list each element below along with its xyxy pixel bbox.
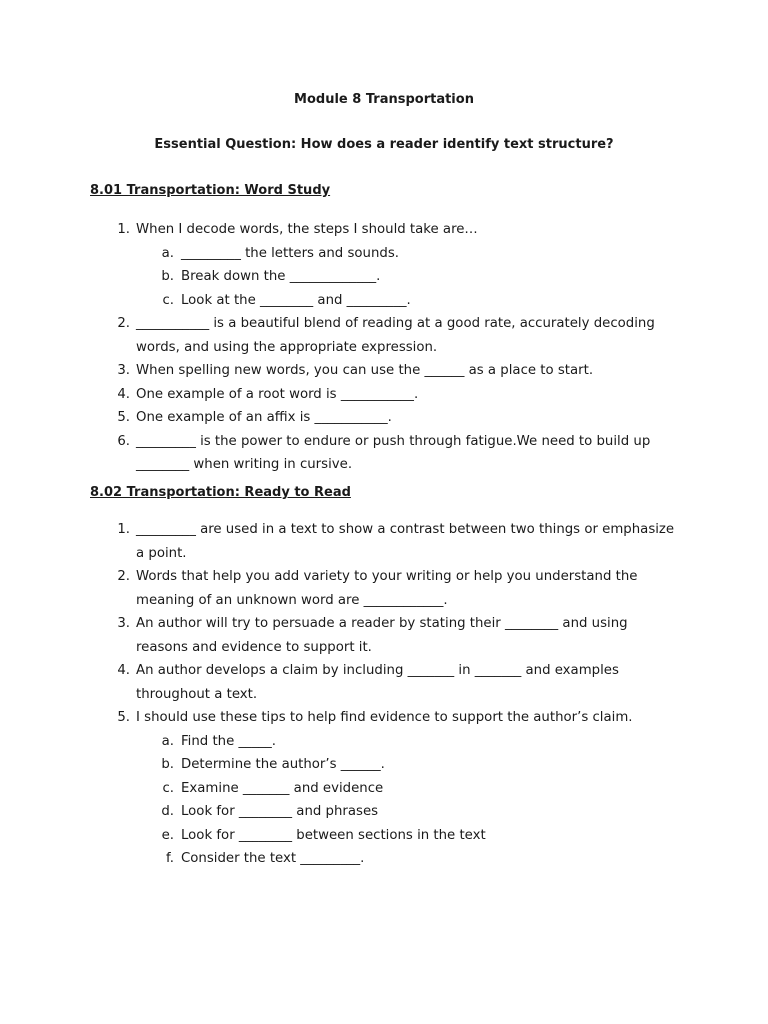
item-text: I should use these tips to help find evidence to support the author’s claim. <box>136 710 633 725</box>
item-number: 5. <box>117 710 130 725</box>
sub-item-letter: b. <box>161 757 174 772</box>
sub-item <box>0 824 768 848</box>
list-item <box>0 359 768 383</box>
sub-item-letter: f. <box>166 851 174 866</box>
list-item <box>0 612 768 659</box>
sub-item <box>0 777 768 801</box>
item-number: 2. <box>117 569 130 584</box>
item-number: 3. <box>117 363 130 378</box>
sub-item-letter: d. <box>161 804 174 819</box>
sub-item <box>0 753 768 777</box>
sub-item-letter: c. <box>162 292 174 308</box>
sub-item <box>0 242 768 266</box>
item-text: An author develops a claim by including _______ in _______ and examples throughout a text. <box>136 663 619 702</box>
item-number: 5. <box>117 410 130 425</box>
sub-item-text: Determine the author’s ______. <box>181 757 385 772</box>
sub-item-text: Look for ________ between sections in the text <box>181 827 486 843</box>
sub-item-text: Examine _______ and evidence <box>181 780 384 796</box>
item-number: 6. <box>117 433 130 449</box>
sub-item <box>0 289 768 313</box>
essential-question: Essential Question: How does a reader identify text structure? <box>154 137 614 152</box>
sub-item-letter: a. <box>161 733 174 749</box>
sub-item <box>0 265 768 289</box>
sub-item-letter: b. <box>161 269 174 284</box>
section-heading-word-study: 8.01 Transportation: Word Study <box>90 183 331 198</box>
item-number: 4. <box>117 386 130 402</box>
word-study-list <box>0 218 768 477</box>
item-number: 1. <box>117 222 130 237</box>
sub-item-text: Look for ________ and phrases <box>181 804 379 819</box>
sub-item-letter: c. <box>162 780 174 796</box>
item-text: One example of an affix is ___________. <box>136 410 392 425</box>
list-item <box>0 383 768 407</box>
item-text: Words that help you add variety to your writing or help you understand the meaning of an unknown word are ____________. <box>136 569 638 608</box>
list-item <box>0 706 768 730</box>
item-text: When spelling new words, you can use the ______ as a place to start. <box>136 363 594 378</box>
item-text: _________ is the power to endure or push through fatigue.We need to build up ________ when writing in cursive. <box>136 433 651 472</box>
item-text: An author will try to persuade a reader by stating their ________ and using reasons and evidence to support it. <box>136 616 628 655</box>
sub-item <box>0 800 768 824</box>
sub-item-text: Consider the text _________. <box>181 851 365 866</box>
list-item <box>0 565 768 612</box>
sub-item-text: Find the _____. <box>181 733 276 749</box>
list-item <box>0 406 768 430</box>
item-text: ___________ is a beautiful blend of reading at a good rate, accurately decoding words, and using the appropriate expression. <box>136 316 655 355</box>
item-number: 3. <box>117 616 130 631</box>
sub-item-text: _________ the letters and sounds. <box>181 245 399 261</box>
item-number: 4. <box>117 663 130 678</box>
sub-item <box>0 847 768 871</box>
list-item <box>0 312 768 359</box>
item-number: 1. <box>117 522 130 537</box>
list-item <box>0 659 768 706</box>
sub-item-text: Break down the _____________. <box>181 269 381 284</box>
ready-to-read-list <box>0 518 768 871</box>
list-item <box>0 430 768 477</box>
list-item <box>0 218 768 242</box>
document-title: Module 8 Transportation <box>294 92 474 107</box>
sub-item <box>0 730 768 754</box>
section-heading-ready-to-read: 8.02 Transportation: Ready to Read <box>90 485 351 500</box>
sub-item-text: Look at the ________ and _________. <box>181 292 411 308</box>
item-number: 2. <box>117 316 130 331</box>
list-item <box>0 518 768 565</box>
item-text: When I decode words, the steps I should take are… <box>136 222 478 237</box>
sub-item-letter: a. <box>161 245 174 261</box>
item-text: _________ are used in a text to show a contrast between two things or emphasize a point. <box>136 522 675 561</box>
sub-item-letter: e. <box>161 827 174 843</box>
item-text: One example of a root word is ___________. <box>136 386 419 402</box>
